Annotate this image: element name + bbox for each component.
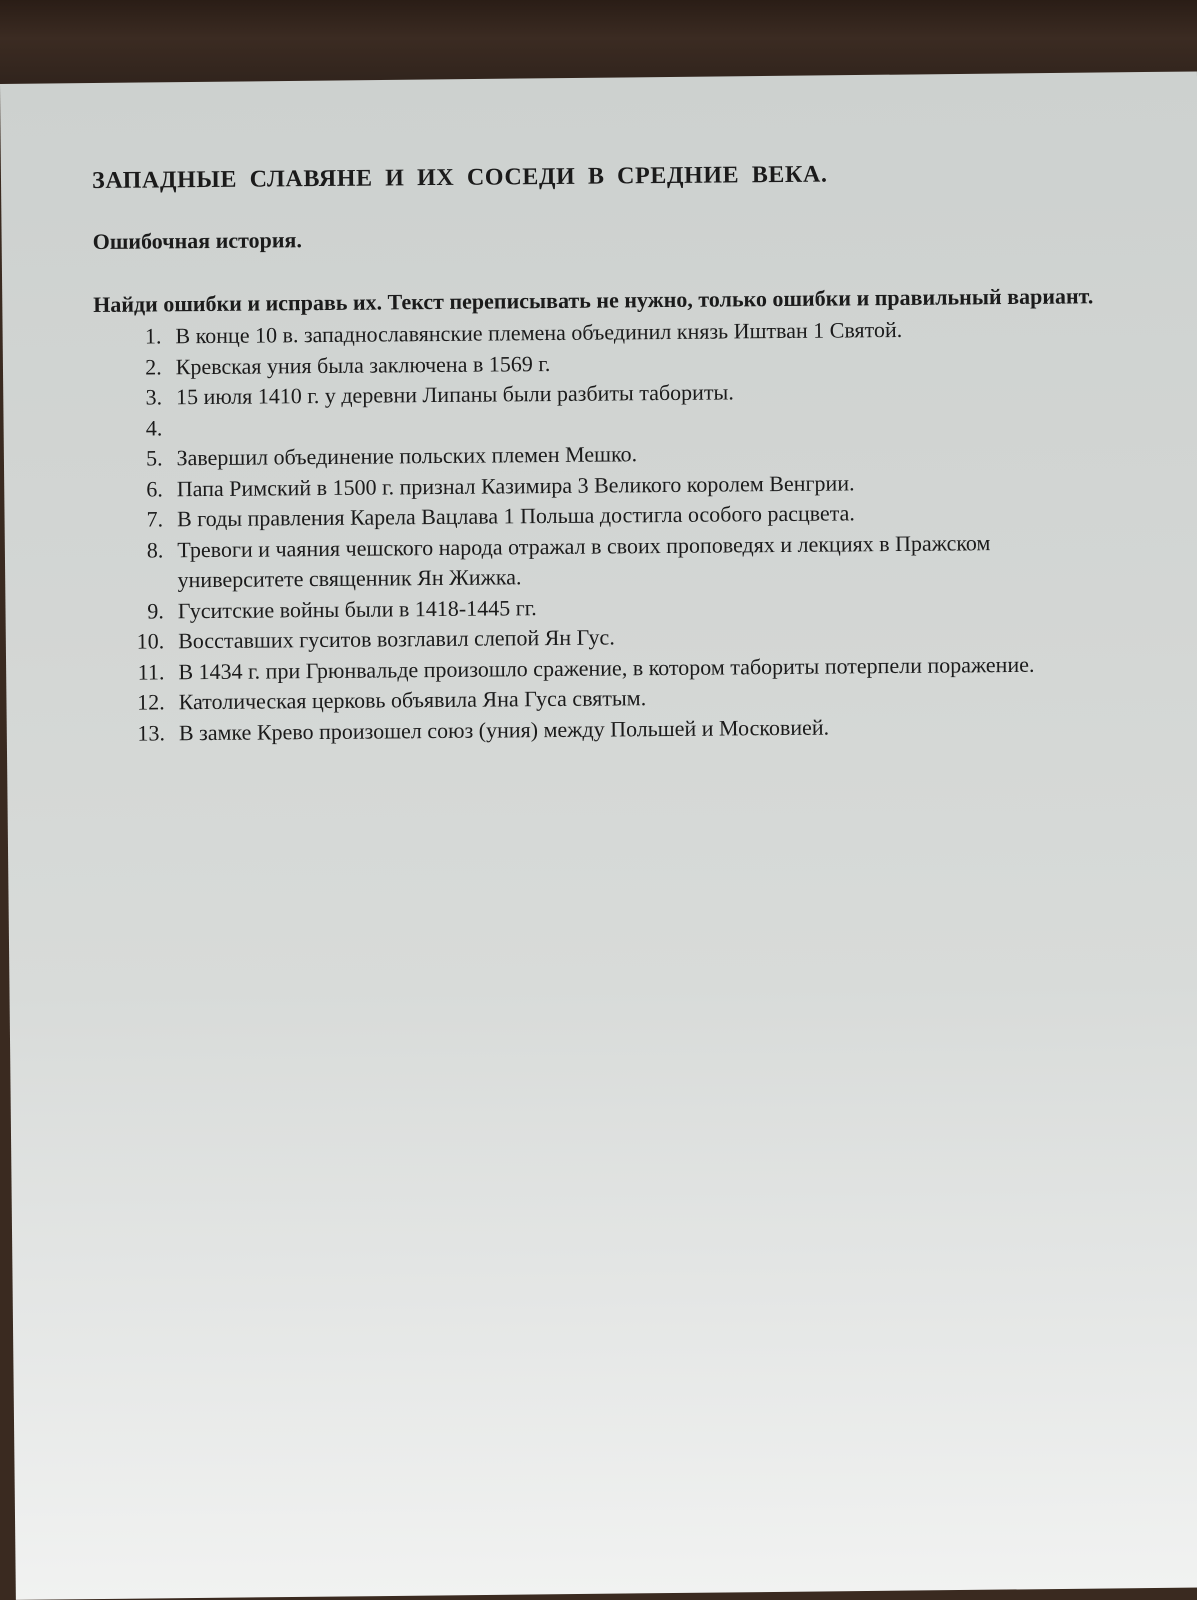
item-text: Восставших гуситов возглавил слепой Ян Гус. xyxy=(178,624,615,654)
item-number: 2. xyxy=(145,353,162,380)
item-number: 13. xyxy=(137,719,166,746)
worksheet-content xyxy=(92,159,1107,749)
item-number: 7. xyxy=(146,506,164,532)
item-text: 15 июля 1410 г. у деревни Липаны были разбиты табориты. xyxy=(175,379,734,410)
item-text: Кревская уния была заключена в 1569 г. xyxy=(175,350,551,379)
item-number: 12. xyxy=(137,689,165,715)
item-text: Завершил объединение польских племен Мешко. xyxy=(176,441,638,471)
document-subtitle: Ошибочная история. xyxy=(92,227,303,254)
item-text: Гуситские войны были в 1418-1445 гг. xyxy=(177,594,537,623)
item-number: 1. xyxy=(144,323,162,349)
item-number: 10. xyxy=(136,628,165,654)
item-text: В годы правления Карела Вацлава 1 Польша достигла особого расцвета. xyxy=(176,500,855,532)
item-number: 4. xyxy=(145,414,163,441)
item-text: В 1434 г. при Грюнвальде произошло сражение, в котором табориты потерпели поражение. xyxy=(178,651,1035,684)
item-number: 9. xyxy=(147,597,164,624)
item-number: 6. xyxy=(146,475,163,502)
list-item xyxy=(95,527,1105,597)
item-number: 5. xyxy=(145,445,163,471)
item-number: 8. xyxy=(146,536,164,563)
item-text: Папа Римский в 1500 г. признал Казимира 3 Великого королем Венгрии. xyxy=(176,469,855,501)
document-title: ЗАПАДНЫЕ СЛАВЯНЕ И ИХ СОСЕДИ В СРЕДНИЕ ВЕКА. xyxy=(92,161,828,194)
task-instruction: Найди ошибки и исправь их. Текст переписывать не нужно, только ошибки и правильный вариант. xyxy=(93,283,1094,317)
item-number: 3. xyxy=(145,384,163,410)
item-text: В замке Крево произошел союз (уния) между Польшей и Московией. xyxy=(178,714,830,745)
item-text: Католическая церковь объявила Яна Гуса святым. xyxy=(178,685,647,715)
item-text: Тревоги и чаяния чешского народа отражал в своих проповедях и лекциях в Пражском университете священник Ян Жижка. xyxy=(177,529,991,593)
item-text: В конце 10 в. западнославянские племена объединил князь Иштван 1 Святой. xyxy=(175,316,903,349)
statement-list xyxy=(93,313,1107,749)
item-number: 11. xyxy=(137,658,165,685)
